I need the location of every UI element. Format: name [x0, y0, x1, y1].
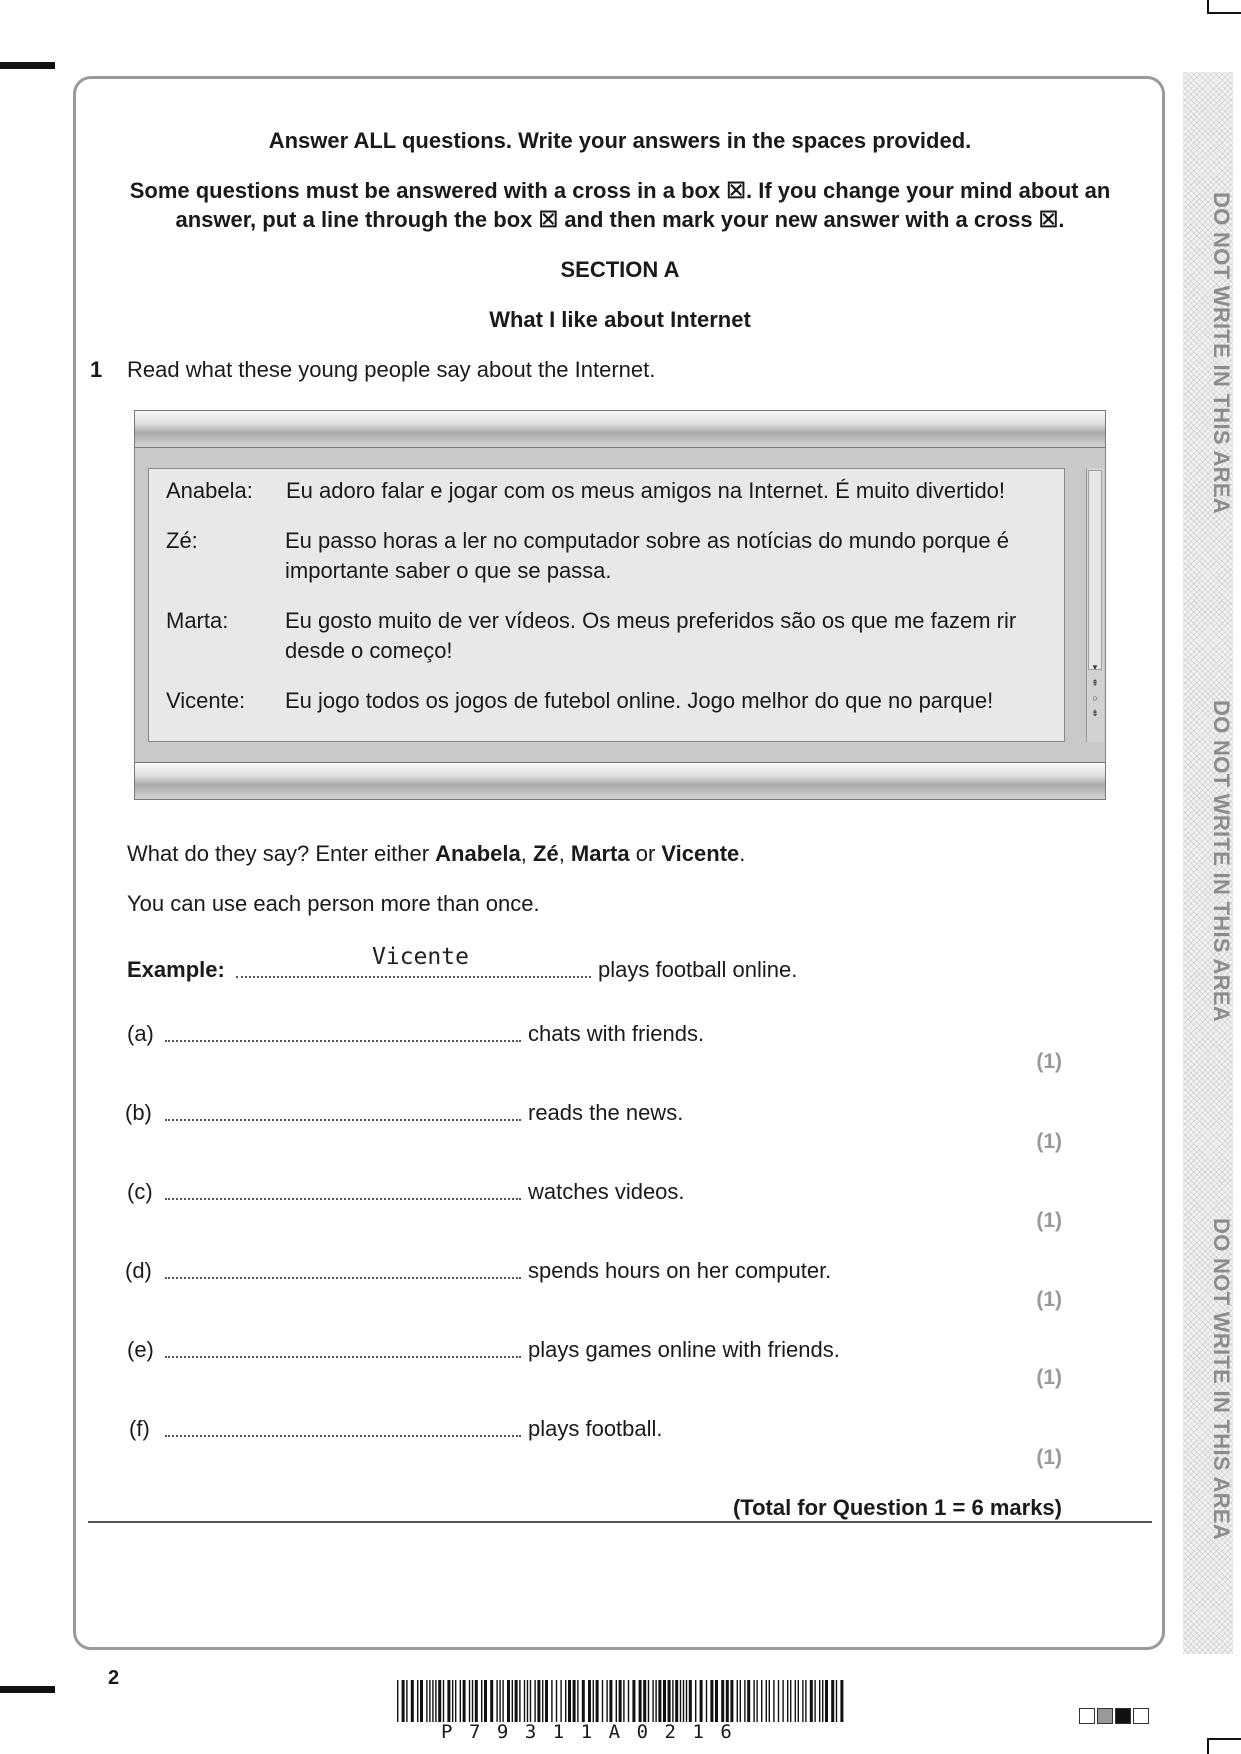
barcode-bar	[527, 1680, 528, 1722]
barcode-bar	[512, 1680, 513, 1722]
crop-mark	[0, 1686, 55, 1693]
instruction-text: .	[739, 841, 746, 866]
barcode-bar	[639, 1680, 642, 1722]
item-mark: (1)	[1036, 1050, 1062, 1073]
barcode-bar	[689, 1680, 692, 1722]
instruction-text: ,	[558, 841, 571, 866]
section-heading: SECTION A	[560, 257, 680, 282]
barcode-bar	[420, 1680, 423, 1722]
item-mark: (1)	[1036, 1446, 1062, 1469]
barcode-bar	[490, 1680, 493, 1722]
barcode-bar	[602, 1680, 603, 1722]
barcode-bar	[496, 1680, 497, 1722]
barcode-bar	[773, 1680, 774, 1722]
crop-mark	[1207, 1738, 1209, 1754]
barcode-bar	[542, 1680, 543, 1722]
crop-mark	[0, 62, 55, 69]
barcode-bar	[810, 1680, 813, 1722]
item-letter: (e)	[127, 1337, 154, 1362]
barcode-bar	[475, 1680, 478, 1722]
instruction-text: ,	[520, 841, 533, 866]
item-letter: (c)	[127, 1179, 153, 1204]
barcode-bar	[744, 1680, 745, 1722]
speaker-quote: Eu gosto muito de ver vídeos. Os meus preferidos são os que me fazem rir	[285, 608, 1017, 633]
barcode-bar	[447, 1680, 450, 1722]
scroll-down-arrow-icon[interactable]: ▾	[1092, 662, 1098, 672]
barcode-bar	[814, 1680, 815, 1722]
barcode-bar	[686, 1680, 687, 1722]
barcode-bar	[577, 1680, 578, 1722]
barcode-bar	[672, 1680, 673, 1722]
question-number: 1	[90, 357, 103, 382]
print-square	[1115, 1708, 1131, 1724]
barcode-bar	[747, 1680, 750, 1722]
barcode-bar	[429, 1680, 430, 1722]
answer-field-c[interactable]	[165, 1198, 521, 1200]
item-letter: (d)	[125, 1258, 152, 1283]
barcode-bar	[593, 1680, 594, 1722]
margin-warning: DO NOT WRITE IN THIS AREA	[1209, 192, 1234, 515]
barcode-bar	[406, 1680, 407, 1722]
item-text: spends hours on her computer.	[528, 1258, 832, 1283]
barcode-bar	[643, 1680, 646, 1722]
barcode-bar	[683, 1680, 684, 1722]
example-answer: Vicente	[372, 944, 469, 970]
barcode-bar	[502, 1680, 503, 1722]
margin-warning: DO NOT WRITE IN THIS AREA	[1209, 1218, 1234, 1541]
option-name: Marta	[570, 841, 630, 866]
item-text: plays games online with friends.	[528, 1337, 840, 1362]
scroll-bottom-icon[interactable]: ⇟	[1091, 708, 1099, 718]
barcode-bar	[619, 1680, 622, 1722]
item-mark: (1)	[1036, 1366, 1062, 1389]
divider	[88, 1521, 1152, 1523]
barcode-bar	[484, 1680, 487, 1722]
barcode-bar	[481, 1680, 482, 1722]
barcode-bar	[545, 1680, 548, 1722]
barcode-bar	[472, 1680, 473, 1722]
print-square	[1133, 1708, 1149, 1724]
question-total: (Total for Question 1 = 6 marks)	[732, 1495, 1062, 1520]
barcode-bar	[616, 1680, 617, 1722]
barcode-bar	[443, 1680, 444, 1722]
barcode-bar	[787, 1680, 788, 1722]
scroll-top-icon[interactable]: ⇞	[1091, 678, 1099, 688]
barcode-bar	[507, 1680, 510, 1722]
answer-field-a[interactable]	[165, 1040, 521, 1042]
page-number: 2	[108, 1667, 120, 1689]
barcode-bar	[623, 1680, 624, 1722]
barcode-bar	[825, 1680, 828, 1722]
barcode-bar	[668, 1680, 671, 1722]
speaker-name: Marta:	[166, 608, 229, 633]
barcode-bar	[782, 1680, 783, 1722]
barcode-bar	[609, 1680, 612, 1722]
answer-field-b[interactable]	[165, 1119, 521, 1121]
barcode-bar	[628, 1680, 629, 1722]
barcode-bar	[632, 1680, 635, 1722]
barcode-bar	[499, 1680, 500, 1722]
barcode-bar	[756, 1680, 757, 1722]
speaker-quote: Eu adoro falar e jogar com os meus amigos na Internet. É muito divertido!	[286, 478, 1006, 503]
barcode-bar	[700, 1680, 703, 1722]
barcode-bar	[831, 1680, 834, 1722]
item-text: watches videos.	[528, 1179, 685, 1204]
barcode-bar	[438, 1680, 441, 1722]
barcode-bar	[411, 1680, 414, 1722]
answer-field-d[interactable]	[165, 1277, 521, 1279]
question-prompt: Read what these young people say about the Internet.	[127, 357, 656, 382]
barcode-bar	[726, 1680, 729, 1722]
barcode-bar	[537, 1680, 540, 1722]
barcode-bar	[795, 1680, 796, 1722]
instruction-line: Some questions must be answered with a cross in a box ☒. If you change your mind about an	[129, 178, 1111, 203]
speaker-name: Anabela:	[166, 478, 253, 503]
instruction-text: What do they say? Enter either	[127, 841, 436, 866]
barcode-bar	[737, 1680, 738, 1722]
section-title: What I like about Internet	[489, 307, 751, 332]
window-title-bar	[134, 410, 1106, 448]
barcode-bar	[417, 1680, 418, 1722]
option-name: Vicente	[661, 841, 740, 866]
barcode-bar	[463, 1680, 466, 1722]
barcode-bar	[740, 1680, 741, 1722]
item-mark: (1)	[1036, 1209, 1062, 1232]
barcode-bar	[840, 1680, 843, 1722]
barcode-bar	[648, 1680, 649, 1722]
barcode-bar	[530, 1680, 531, 1722]
barcode-bar	[761, 1680, 762, 1722]
barcode-bar	[715, 1680, 718, 1722]
item-text: plays football.	[528, 1416, 663, 1441]
barcode-bar	[769, 1680, 770, 1722]
barcode-bar	[582, 1680, 585, 1722]
item-mark: (1)	[1036, 1130, 1062, 1153]
barcode-bar	[822, 1680, 823, 1722]
margin-warning: DO NOT WRITE IN THIS AREA	[1209, 700, 1234, 1023]
speaker-name: Zé:	[166, 528, 198, 553]
barcode-bar	[519, 1680, 520, 1722]
answer-line	[236, 976, 591, 978]
window-bottom-bar	[134, 762, 1106, 800]
option-name: Anabela	[435, 841, 521, 866]
item-letter: (f)	[129, 1416, 150, 1441]
barcode-bar	[695, 1680, 696, 1722]
barcode-bar	[836, 1680, 837, 1722]
example-text: plays football online.	[598, 957, 798, 982]
barcode-bar	[798, 1680, 799, 1722]
barcode-bar	[573, 1680, 576, 1722]
barcode-bar	[551, 1680, 552, 1722]
barcode-bar	[766, 1680, 767, 1722]
barcode-bar	[652, 1680, 653, 1722]
barcode-bar	[565, 1680, 566, 1722]
barcode-bar	[663, 1680, 666, 1722]
example-label: Example:	[127, 957, 225, 982]
barcode-bar	[721, 1680, 724, 1722]
item-text: reads the news.	[528, 1100, 684, 1125]
barcode-bar	[469, 1680, 470, 1722]
task-instruction	[127, 841, 745, 867]
barcode-text: P79311A0216	[441, 1721, 749, 1743]
speaker-quote: desde o começo!	[285, 638, 453, 663]
barcode-bar	[790, 1680, 791, 1722]
barcode-bar	[534, 1680, 535, 1722]
answer-field-e[interactable]	[165, 1356, 521, 1358]
item-mark: (1)	[1036, 1288, 1062, 1311]
reuse-note: You can use each person more than once.	[127, 891, 540, 916]
barcode-bar	[568, 1680, 571, 1722]
barcode-bar	[753, 1680, 754, 1722]
barcode-bar	[710, 1680, 713, 1722]
barcode-bar	[680, 1680, 681, 1722]
speaker-name: Vicente:	[166, 688, 246, 713]
barcode-bar	[515, 1680, 518, 1722]
barcode-bar	[805, 1680, 806, 1722]
barcode-bar	[819, 1680, 820, 1722]
barcode-bar	[397, 1680, 398, 1722]
barcode-bar	[730, 1680, 733, 1722]
speaker-quote: Eu passo horas a ler no computador sobre as notícias do mundo porque é	[285, 528, 1010, 553]
barcode-bar	[802, 1680, 803, 1722]
item-letter: (b)	[125, 1100, 152, 1125]
crop-mark	[1209, 1738, 1241, 1740]
instruction-text: or	[629, 841, 662, 866]
barcode-bar	[596, 1680, 599, 1722]
speaker-quote: Eu jogo todos os jogos de futebol online. Jogo melhor do que no parque!	[285, 688, 994, 713]
barcode-bar	[524, 1680, 525, 1722]
barcode-bar	[455, 1680, 456, 1722]
barcode-bar	[460, 1680, 461, 1722]
instruction-line: answer, put a line through the box ☒ and then mark your new answer with a cross ☒.	[175, 207, 1065, 232]
barcode-bar	[588, 1680, 591, 1722]
barcode-bar	[655, 1680, 656, 1722]
barcode-bar	[556, 1680, 557, 1722]
scroll-circle-icon[interactable]: ○	[1092, 693, 1098, 703]
barcode-bar	[778, 1680, 779, 1722]
print-square	[1079, 1708, 1095, 1724]
barcode-bar	[432, 1680, 433, 1722]
item-text: chats with friends.	[528, 1021, 705, 1046]
barcode-bar	[675, 1680, 678, 1722]
barcode-bar	[435, 1680, 436, 1722]
barcode-bar	[426, 1680, 427, 1722]
item-letter: (a)	[127, 1021, 154, 1046]
barcode-bar	[560, 1680, 561, 1722]
speaker-quote: importante saber o que se passa.	[285, 558, 612, 583]
answer-field-f[interactable]	[165, 1435, 521, 1437]
barcode-bar	[606, 1680, 607, 1722]
barcode-bar	[452, 1680, 453, 1722]
barcode-bar	[706, 1680, 707, 1722]
crop-mark	[1209, 12, 1241, 14]
barcode	[395, 1680, 845, 1722]
scrollbar-thumb[interactable]	[1088, 470, 1102, 670]
option-name: Zé	[533, 841, 559, 866]
instruction-line: Answer ALL questions. Write your answers in the spaces provided.	[268, 128, 972, 153]
barcode-bar	[658, 1680, 661, 1722]
barcode-bar	[402, 1680, 405, 1722]
print-square	[1097, 1708, 1113, 1724]
